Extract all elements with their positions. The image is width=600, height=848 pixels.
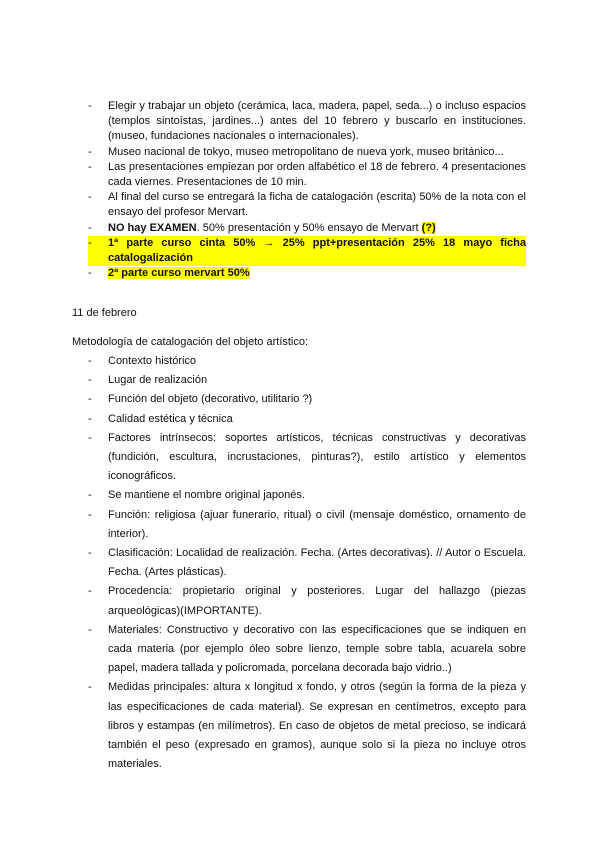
exam-note-bold: NO hay EXAMEN (108, 221, 197, 234)
list-item: - Procedencia: propietario original y posteriores. Lugar del hallazgo (piezas arqueológicas)(IMPORTANTE). (88, 582, 526, 620)
list-item: - Función del objeto (decorativo, utilitario ?) (88, 390, 526, 409)
list-item: - Se mantiene el nombre original japonés. (88, 486, 526, 505)
list-item: - Clasificación: Localidad de realización. Fecha. (Artes decorativas). // Autor o Escuela. Fecha. (Artes plásticas). (88, 544, 526, 582)
highlighted-question: (?) (421, 221, 436, 234)
list-item-highlighted: - 1ª parte curso cinta 50% → 25% ppt+presentación 25% 18 mayo ficha catalogalización (88, 236, 526, 266)
list-item: - Museo nacional de tokyo, museo metropolitano de nueva york, museo británico... (88, 145, 526, 160)
list-item: - Al final del curso se entregará la ficha de catalogación (escrita) 50% de la nota con el ensayo del profesor Mervart. (88, 190, 526, 220)
list-item: - Elegir y trabajar un objeto (cerámica, laca, madera, papel, seda...) o incluso espacios (templos sintoístas, jardines...) antes del 10 febrero y buscarlo en instituciones. (museo, fundaciones nacionales o internacionales). (88, 99, 526, 145)
section-intro: Metodología de catalogación del objeto artístico: (72, 336, 309, 348)
list-item: - NO hay EXAMEN. 50% presentación y 50% ensayo de Mervart (?) (88, 221, 526, 236)
list-item: - Calidad estética y técnica (88, 410, 526, 429)
list-item: - Las presentaciones empiezan por orden alfabético el 18 de febrero. 4 presentaciones cada viernes. Presentaciones de 10 min. (88, 160, 526, 190)
list-item: - Lugar de realización (88, 371, 526, 390)
list-item: - Contexto histórico (88, 352, 526, 371)
list-item-highlighted: - 2ª parte curso mervart 50% (88, 266, 526, 281)
list-item: - Función: religiosa (ajuar funerario, ritual) o civil (mensaje doméstico, ornamento de interior). (88, 506, 526, 544)
list-item: - Factores intrínsecos: soportes artísticos, técnicas constructivas y decorativas (fundición, escultura, incrustaciones, pinturas?), estilo artístico y elementos iconográficos. (88, 429, 526, 487)
date-heading: 11 de febrero (72, 307, 137, 319)
list-item: - Medidas principales: altura x longitud x fondo, y otros (según la forma de la pieza y las especificaciones de cada material). Se expresan en centímetros, excepto para libros y estampas (en milímetros). En caso de objetos de metal precioso, se indicará también el peso (expresado en gramos), aunque solo si la pieza no incluye otros materiales. (88, 678, 526, 774)
methodology-list (88, 352, 526, 774)
list-item: - Materiales: Constructivo y decorativo con las especificaciones que se indiquen en cada materia (por ejemplo óleo sobre lienzo, temple sobre tabla, acuarela sobre papel, madera tallada y policromada, porcelana decorada bajo vidrio..) (88, 621, 526, 679)
course-notes-list (88, 99, 526, 281)
